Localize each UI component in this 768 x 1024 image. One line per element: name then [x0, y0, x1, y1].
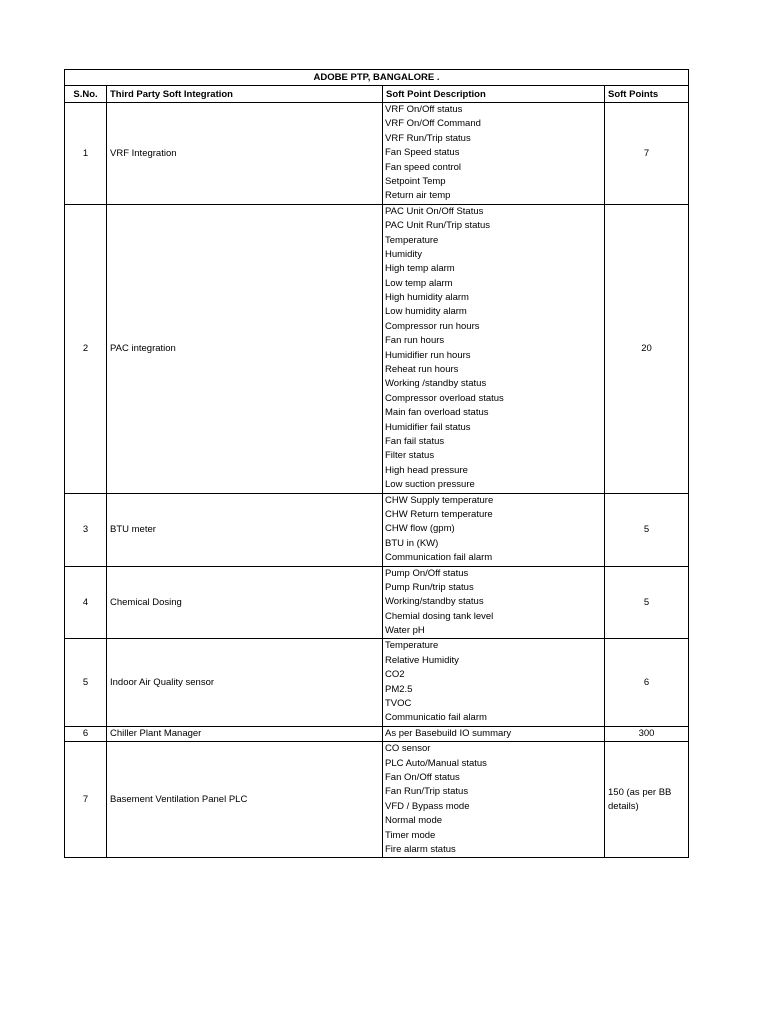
description-line: CHW Return temperature [385, 508, 493, 520]
description-line: Pump On/Off status [385, 567, 469, 579]
description-line: Fan Speed status [385, 147, 460, 159]
header-points: Soft Points [605, 86, 689, 103]
integration-cell: Indoor Air Quality sensor [107, 639, 383, 726]
description-line: Humidifier run hours [385, 349, 471, 361]
description-line: Humidifier fail status [385, 421, 471, 433]
description-cell [383, 726, 605, 741]
description-line: Filter status [385, 450, 435, 462]
description-line: Compressor overload status [385, 392, 504, 404]
description-line: Working/standby status [385, 596, 484, 608]
title-row [65, 70, 689, 86]
description-line: High temp alarm [385, 263, 455, 275]
sno-cell: 2 [65, 204, 107, 493]
description-line: Fan speed control [385, 161, 462, 173]
description-line: Compressor run hours [385, 320, 480, 332]
description-line: Low temp alarm [385, 277, 453, 289]
description-line: Humidity [385, 248, 422, 260]
description-cell [383, 493, 605, 566]
description-line: Low suction pressure [385, 479, 475, 491]
points-cell: 7 [605, 103, 689, 205]
description-line: Low humidity alarm [385, 306, 467, 318]
description-line: Temperature [385, 234, 439, 246]
integration-cell: BTU meter [107, 493, 383, 566]
description-line: Normal mode [385, 815, 443, 827]
sno-cell: 5 [65, 639, 107, 726]
description-line: Fire alarm status [385, 843, 456, 855]
table-title: ADOBE PTP, BANGALORE . [65, 70, 689, 86]
points-cell: 20 [605, 204, 689, 493]
description-line: Water pH [385, 625, 425, 637]
header-sno: S.No. [65, 86, 107, 103]
points-cell: 150 (as per BB details) [605, 742, 689, 858]
points-cell: 300 [605, 726, 689, 741]
description-line: Relative Humidity [385, 654, 459, 666]
sno-cell: 1 [65, 103, 107, 205]
description-line: Timer mode [385, 829, 436, 841]
table-row [65, 204, 689, 493]
description-line: As per Basebuild IO summary [385, 727, 512, 739]
description-line: VFD / Bypass mode [385, 800, 470, 812]
description-line: Return air temp [385, 190, 451, 202]
description-line: BTU in (KW) [385, 537, 439, 549]
header-row [65, 86, 689, 103]
table-body [65, 103, 689, 858]
description-line: Pump Run/trip status [385, 581, 474, 593]
description-line: VRF On/Off status [385, 104, 463, 115]
description-line: Fan run hours [385, 335, 445, 347]
description-line: Main fan overload status [385, 407, 489, 419]
description-line: Fan Run/Trip status [385, 786, 469, 798]
description-cell [383, 639, 605, 726]
integration-cell: Basement Ventilation Panel PLC [107, 742, 383, 858]
table-row [65, 103, 689, 205]
sno-cell: 3 [65, 493, 107, 566]
description-line: CHW Supply temperature [385, 494, 494, 506]
description-cell [383, 742, 605, 858]
integration-cell: Chemical Dosing [107, 566, 383, 639]
table-row [65, 639, 689, 726]
sno-cell: 6 [65, 726, 107, 741]
description-line: High humidity alarm [385, 292, 469, 304]
description-cell [383, 103, 605, 205]
description-line: Setpoint Temp [385, 175, 446, 187]
sno-cell: 4 [65, 566, 107, 639]
points-cell: 5 [605, 566, 689, 639]
description-line: PAC Unit Run/Trip status [385, 220, 491, 232]
table-row [65, 742, 689, 858]
integration-cell: PAC integration [107, 204, 383, 493]
integration-cell: VRF Integration [107, 103, 383, 205]
description-line: Reheat run hours [385, 364, 459, 376]
sno-cell: 7 [65, 742, 107, 858]
description-line: Fan On/Off status [385, 771, 460, 783]
description-cell [383, 566, 605, 639]
description-line: VRF On/Off Command [385, 118, 481, 130]
description-line: Chemial dosing tank level [385, 610, 494, 622]
description-line: Communicatio fail alarm [385, 712, 487, 724]
integration-cell: Chiller Plant Manager [107, 726, 383, 741]
header-description: Soft Point Description [383, 86, 605, 103]
description-line: PLC Auto/Manual status [385, 757, 487, 769]
description-line: Fan fail status [385, 435, 445, 447]
description-line: High head pressure [385, 464, 468, 476]
description-line: CO2 [385, 669, 405, 681]
description-cell [383, 204, 605, 493]
description-line: PM2.5 [385, 683, 413, 695]
description-line: CO sensor [385, 743, 431, 755]
soft-integration-table [64, 69, 689, 858]
description-line: Working /standby status [385, 378, 487, 390]
table-row [65, 566, 689, 639]
table-row [65, 726, 689, 741]
description-line: Temperature [385, 640, 439, 652]
points-cell: 5 [605, 493, 689, 566]
description-line: VRF Run/Trip status [385, 132, 471, 144]
description-line: PAC Unit On/Off Status [385, 205, 484, 217]
header-integration: Third Party Soft Integration [107, 86, 383, 103]
description-line: Communication fail alarm [385, 552, 493, 564]
description-line: CHW flow (gpm) [385, 523, 455, 535]
points-cell: 6 [605, 639, 689, 726]
description-line: TVOC [385, 698, 412, 710]
table-row [65, 493, 689, 566]
